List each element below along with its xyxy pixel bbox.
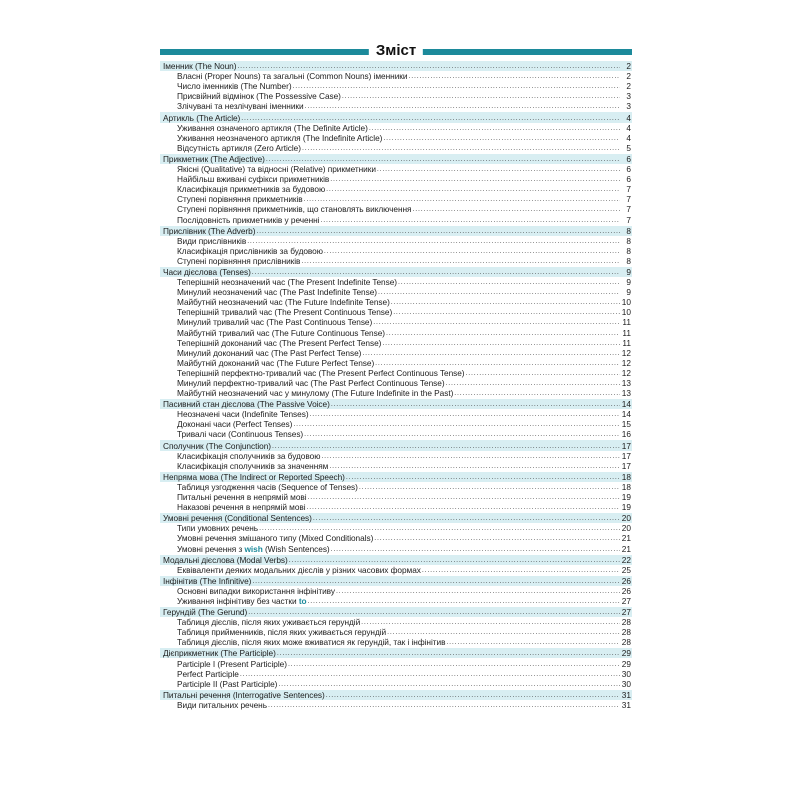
toc-entry-label: Ступені порівняння прислівників [177, 255, 301, 266]
dot-leader [301, 257, 620, 266]
toc-entry-label: Уживання інфінітиву без частки to [177, 595, 307, 606]
toc-page-number: 10 [621, 307, 631, 318]
toc-subentry[interactable] [160, 91, 632, 101]
dot-leader [326, 185, 620, 194]
toc-subentry[interactable] [160, 71, 632, 81]
toc-entry-label: Умовні речення змішаного типу (Mixed Conditionals) [177, 533, 374, 544]
toc-page-number: 12 [621, 367, 631, 378]
toc-page-number: 6 [626, 174, 631, 185]
toc-subentry[interactable] [160, 388, 632, 398]
dot-leader [446, 638, 620, 647]
toc-subentry[interactable] [160, 174, 632, 184]
toc-section-entry[interactable] [160, 153, 632, 164]
dot-leader [268, 701, 620, 710]
toc-page-number: 27 [621, 607, 631, 618]
toc-subentry[interactable] [160, 617, 632, 627]
toc-page-number: 6 [626, 164, 631, 175]
toc-entry-label: Типи умовних речень [177, 523, 259, 534]
toc-entry-label: Майбутній неозначений час (The Future Indefinite Tense) [177, 297, 390, 308]
toc-subentry[interactable] [160, 502, 632, 512]
toc-entry-label: Класифікація сполучників за будовою [177, 450, 321, 461]
dot-leader [305, 102, 620, 111]
dot-leader [362, 349, 620, 358]
toc-subentry[interactable] [160, 81, 632, 91]
dot-leader [278, 680, 620, 689]
dot-leader [387, 628, 620, 637]
toc-page-number: 4 [626, 122, 631, 133]
toc-page-number: 13 [621, 378, 631, 388]
dot-leader [446, 379, 620, 388]
toc-page-number: 28 [621, 627, 631, 638]
dot-leader [361, 618, 620, 627]
dot-leader [330, 175, 620, 184]
toc-section-entry[interactable] [160, 60, 632, 71]
toc-page-number: 25 [621, 564, 631, 575]
toc-entry-label: Теперішній перфектно-тривалий час (The Present Perfect Continuous Tense) [177, 367, 465, 378]
dot-leader [293, 82, 620, 91]
toc-entry-label: Число іменників (The Number) [177, 81, 292, 92]
toc-page-number: 2 [626, 61, 631, 72]
highlighted-keyword: to [298, 595, 307, 606]
dot-leader [241, 114, 620, 123]
toc-section-entry[interactable] [160, 689, 632, 700]
toc-entry-label: Теперішній тривалий час (The Present Continuous Tense) [177, 307, 393, 318]
dot-leader [391, 298, 620, 307]
toc-subentry[interactable] [160, 307, 632, 317]
toc-page-number: 7 [626, 184, 631, 195]
toc-subentry[interactable] [160, 338, 632, 348]
toc-entry-label: Минулий тривалий час (The Past Continuous Tense) [177, 317, 373, 328]
dot-leader [413, 205, 621, 214]
dot-leader [272, 442, 620, 451]
dot-leader [308, 597, 620, 606]
toc-page-number: 11 [622, 327, 631, 338]
toc-page-number: 29 [621, 648, 631, 659]
toc-subentry[interactable] [160, 368, 632, 378]
toc-entry-label: Злічувані та незлічувані іменники [177, 101, 304, 112]
dot-leader [324, 247, 620, 256]
toc-page-number: 10 [621, 297, 631, 308]
toc-subentry[interactable] [160, 256, 632, 266]
toc-entry-label: Прислівник (The Adverb) [163, 225, 256, 236]
toc-page-number: 19 [621, 492, 631, 503]
toc-subentry[interactable] [160, 101, 632, 111]
toc-page-number: 9 [626, 266, 631, 277]
toc-subentry[interactable] [160, 669, 632, 679]
dot-leader [247, 237, 620, 246]
dot-leader [369, 124, 620, 133]
toc-entry-label: Дієприкметник (The Participle) [163, 648, 276, 659]
toc-page-number: 5 [626, 142, 631, 153]
dot-leader [248, 608, 620, 617]
toc-subentry[interactable] [160, 133, 632, 143]
dot-leader [346, 473, 620, 482]
dot-leader [277, 649, 620, 658]
dot-leader [383, 134, 620, 143]
dot-leader [466, 369, 620, 378]
dot-leader [393, 308, 620, 317]
toc-page-number: 17 [621, 460, 631, 471]
dot-leader [308, 493, 620, 502]
dot-leader [252, 268, 620, 277]
toc-entry-label: Класифікація сполучників за значенням [177, 460, 329, 471]
toc-entry-label: Класифікація прикметників за будовою [177, 184, 326, 195]
toc-entry-label: Таблиця дієслів, після яких уживається герундій [177, 617, 361, 628]
toc-subentry[interactable] [160, 627, 632, 637]
toc-entry-label: Майбутній неозначений час у минулому (The Future Indefinite in the Past) [177, 388, 454, 399]
toc-entry-label: Умовні речення (Conditional Sentences) [163, 513, 312, 524]
dot-leader [454, 389, 620, 398]
toc-page [160, 44, 632, 710]
toc-page-number: 4 [626, 132, 631, 143]
toc-section-entry[interactable] [160, 439, 632, 450]
toc-page-number: 8 [626, 225, 631, 236]
toc-subentry[interactable] [160, 596, 632, 606]
toc-subentry[interactable] [160, 246, 632, 256]
dot-leader [304, 195, 620, 204]
toc-subentry[interactable] [160, 297, 632, 307]
toc-page-number: 22 [621, 554, 631, 565]
toc-entry-label: Види питальних речень [177, 699, 267, 710]
toc-section-entry[interactable] [160, 471, 632, 482]
toc-entry-label: Прикметник (The Adjective) [163, 153, 265, 164]
toc-entry-label: Доконані часи (Perfect Tenses) [177, 419, 293, 430]
toc-page-number: 30 [621, 668, 631, 679]
toc-entry-label: Ступені порівняння прикметників, що становлять виключення [177, 204, 412, 215]
toc-entry-label: Participle II (Past Participle) [177, 678, 278, 689]
toc-entry-label: Класифікація прислівників за будовою [177, 245, 323, 256]
toc-page-number: 4 [626, 112, 631, 123]
toc-subentry[interactable] [160, 317, 632, 327]
toc-entry-label: Ступені порівняння прикметників [177, 194, 303, 205]
toc-page-number: 7 [626, 194, 631, 205]
toc-page-number: 27 [621, 595, 631, 606]
dot-leader [304, 430, 620, 439]
toc-subentry[interactable] [160, 378, 632, 388]
toc-page-number: 11 [622, 337, 631, 348]
toc-page-number: 18 [621, 481, 631, 492]
toc-entry-label: Минулий неозначений час (The Past Indefinite Tense) [177, 287, 377, 298]
toc-entry-label: Модальні дієслова (Modal Verbs) [163, 554, 288, 565]
toc-entry-label: Часи дієслова (Tenses) [163, 266, 251, 277]
dot-leader [398, 278, 620, 287]
toc-page-number: 13 [621, 388, 631, 399]
toc-subentry[interactable] [160, 184, 632, 194]
toc-entry-label: Таблиця узгодження часів (Sequence of Tenses) [177, 481, 358, 492]
dot-leader [342, 92, 620, 101]
dot-leader [252, 577, 620, 586]
toc-section-entry[interactable] [160, 266, 632, 277]
toc-page-number: 11 [622, 317, 631, 328]
toc-page-number: 19 [621, 502, 631, 513]
dot-leader [289, 556, 620, 565]
toc-page-number: 14 [621, 399, 631, 410]
toc-section-entry[interactable] [160, 398, 632, 409]
dot-leader [377, 165, 620, 174]
dot-leader [293, 420, 620, 429]
dot-leader [422, 566, 620, 575]
toc-page-number: 26 [621, 585, 631, 596]
dot-leader [321, 452, 620, 461]
dot-leader [326, 691, 620, 700]
toc-entry-label: Минулий перфектно-тривалий час (The Past Perfect Continuous Tense) [177, 378, 445, 388]
dot-leader [288, 660, 620, 669]
toc-entry-label: Таблиця прийменників, після яких уживається герундій [177, 627, 387, 638]
toc-page-number: 16 [621, 429, 631, 440]
dot-leader [237, 62, 620, 71]
toc-entry-label: Послідовність прикметників у реченні [177, 214, 320, 225]
toc-subentry[interactable] [160, 123, 632, 133]
toc-entry-label: Власні (Proper Nouns) та загальні (Common Nouns) іменники [177, 71, 408, 82]
toc-page-number: 8 [626, 235, 631, 246]
toc-subentry[interactable] [160, 327, 632, 337]
toc-entry-label: Теперішній неозначений час (The Present Indefinite Tense) [177, 277, 397, 288]
toc-entry-label: Пасивний стан дієслова (The Passive Voice) [163, 399, 330, 410]
toc-page-number: 9 [626, 287, 631, 298]
toc-subentry[interactable] [160, 679, 632, 689]
toc-entry-label: Артикль (The Article) [163, 112, 241, 123]
toc-subentry[interactable] [160, 658, 632, 668]
toc-section-entry[interactable] [160, 111, 632, 122]
toc-subentry[interactable] [160, 543, 632, 553]
toc-entry-label: Види прислівників [177, 235, 247, 246]
toc-entry-label: Якісні (Qualitative) та відносні (Relative) прикметники [177, 164, 376, 175]
toc-page-number: 6 [626, 153, 631, 164]
dot-leader [329, 462, 620, 471]
dot-leader [331, 545, 620, 554]
dot-leader [307, 503, 620, 512]
toc-subentry[interactable] [160, 194, 632, 204]
toc-subentry[interactable] [160, 637, 632, 647]
toc-entry-label: Майбутній доконаний час (The Future Perfect Tense) [177, 357, 375, 368]
toc-page-number: 21 [621, 543, 631, 554]
toc-subentry[interactable] [160, 586, 632, 596]
dot-leader [320, 216, 620, 225]
toc-subentry[interactable] [160, 358, 632, 368]
dot-leader [374, 534, 620, 543]
dot-leader [382, 339, 620, 348]
toc-section-entry[interactable] [160, 554, 632, 565]
dot-leader [266, 155, 620, 164]
toc-entry-label: Відсутність артикля (Zero Article) [177, 142, 301, 153]
toc-page-number: 8 [626, 255, 631, 266]
dot-leader [331, 400, 620, 409]
toc-subentry[interactable] [160, 409, 632, 419]
toc-subentry[interactable] [160, 482, 632, 492]
toc-entry-label: Еквіваленти деяких модальних дієслів у різних часових формах [177, 564, 421, 575]
toc-subentry[interactable] [160, 533, 632, 543]
dot-leader [359, 483, 620, 492]
toc-subentry[interactable] [160, 214, 632, 224]
toc-page-number: 20 [621, 513, 631, 524]
dot-leader [408, 72, 620, 81]
toc-page-number: 8 [626, 245, 631, 256]
toc-page-number: 17 [621, 440, 631, 451]
toc-page-number: 14 [621, 409, 631, 420]
toc-header [160, 44, 632, 60]
toc-subentry[interactable] [160, 429, 632, 439]
toc-list [160, 60, 632, 710]
toc-page-number: 7 [626, 214, 631, 225]
toc-page-number: 2 [626, 81, 631, 92]
toc-page-number: 29 [621, 658, 631, 669]
toc-entry-label: Присвійний відмінок (The Possessive Case) [177, 91, 341, 102]
toc-page-number: 18 [621, 471, 631, 482]
toc-entry-label: Теперішній доконаний час (The Present Perfect Tense) [177, 337, 382, 348]
toc-page-number: 31 [621, 689, 631, 700]
toc-entry-label: Іменник (The Noun) [163, 61, 237, 72]
toc-page-number: 3 [626, 101, 631, 112]
toc-subentry[interactable] [160, 287, 632, 297]
toc-entry-label: Perfect Participle [177, 668, 239, 679]
toc-entry-label: Непряма мова (The Indirect or Reported Speech) [163, 471, 345, 482]
toc-page-number: 28 [621, 637, 631, 648]
toc-page-number: 2 [626, 71, 631, 82]
dot-leader [373, 318, 620, 327]
toc-entry-label: Основні випадки використання інфінітиву [177, 585, 335, 596]
toc-entry-label: Тривалі часи (Continuous Tenses) [177, 429, 304, 440]
toc-subentry[interactable] [160, 204, 632, 214]
toc-subentry[interactable] [160, 236, 632, 246]
toc-entry-label: Наказові речення в непрямій мові [177, 502, 306, 513]
toc-page-number: 12 [621, 347, 631, 358]
toc-subentry[interactable] [160, 492, 632, 502]
toc-subentry[interactable] [160, 277, 632, 287]
toc-subentry[interactable] [160, 461, 632, 471]
toc-entry-label: Умовні речення з wish (Wish Sentences) [177, 543, 330, 554]
toc-page-number: 26 [621, 575, 631, 586]
dot-leader [375, 359, 620, 368]
dot-leader [336, 587, 620, 596]
toc-section-entry[interactable] [160, 512, 632, 523]
toc-entry-label: Герундій (The Gerund) [163, 607, 248, 618]
toc-page-number: 17 [621, 450, 631, 461]
toc-entry-label: Participle I (Present Participle) [177, 658, 287, 669]
toc-subentry[interactable] [160, 523, 632, 533]
toc-entry-label: Минулий доконаний час (The Past Perfect Tense) [177, 347, 362, 358]
toc-section-entry[interactable] [160, 606, 632, 617]
toc-page-number: 7 [626, 204, 631, 215]
dot-leader [302, 144, 620, 153]
toc-entry-label: Таблиця дієслів, після яких може вживатися як герундій, так і інфінітив [177, 637, 446, 648]
toc-page-number: 15 [621, 419, 631, 430]
toc-subentry[interactable] [160, 348, 632, 358]
dot-leader [259, 524, 620, 533]
toc-page-number: 3 [626, 91, 631, 102]
toc-subentry[interactable] [160, 700, 632, 710]
dot-leader [386, 329, 620, 338]
toc-entry-label: Найбільш вживані суфікси прикметників [177, 174, 330, 185]
toc-subentry[interactable] [160, 143, 632, 153]
toc-subentry[interactable] [160, 164, 632, 174]
page-title: Зміст [369, 42, 423, 60]
toc-page-number: 9 [626, 277, 631, 288]
toc-entry-label: Уживання означеного артикля (The Definite Article) [177, 122, 368, 133]
toc-page-number: 12 [621, 357, 631, 368]
toc-section-entry[interactable] [160, 575, 632, 586]
toc-page-number: 28 [621, 617, 631, 628]
dot-leader [310, 410, 620, 419]
toc-page-number: 21 [621, 533, 631, 544]
toc-subentry[interactable] [160, 419, 632, 429]
dot-leader [256, 227, 620, 236]
toc-entry-label: Уживання неозначеного артикля (The Indefinite Article) [177, 132, 383, 143]
toc-entry-label: Питальні речення в непрямій мові [177, 492, 307, 503]
toc-section-entry[interactable] [160, 647, 632, 658]
toc-section-entry[interactable] [160, 225, 632, 236]
dot-leader [378, 288, 620, 297]
toc-page-number: 31 [621, 699, 631, 710]
toc-page-number: 20 [621, 523, 631, 534]
dot-leader [313, 514, 620, 523]
dot-leader [240, 670, 620, 679]
toc-page-number: 30 [621, 678, 631, 689]
toc-subentry[interactable] [160, 451, 632, 461]
toc-entry-label: Майбутній тривалий час (The Future Continuous Tense) [177, 327, 386, 338]
toc-entry-label: Питальні речення (Interrogative Sentences) [163, 689, 325, 700]
highlighted-keyword: wish [244, 543, 263, 554]
toc-subentry[interactable] [160, 565, 632, 575]
toc-entry-label: Інфінітив (The Infinitive) [163, 575, 252, 586]
toc-entry-label: Сполучник (The Conjunction) [163, 440, 271, 451]
toc-entry-label: Неозначені часи (Indefinite Tenses) [177, 409, 309, 420]
